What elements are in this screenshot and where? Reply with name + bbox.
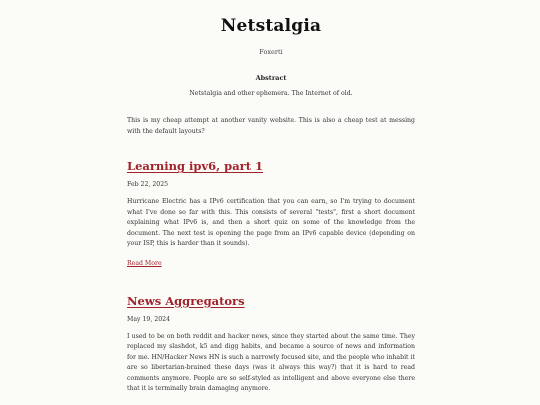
post-date: Feb 22, 2025 bbox=[127, 181, 169, 188]
site-title: Netstalgia bbox=[220, 16, 322, 36]
post-item bbox=[127, 290, 415, 395]
read-more-link[interactable]: Read More bbox=[127, 259, 162, 267]
post-title-link[interactable]: News Aggregators bbox=[127, 293, 245, 308]
intro-paragraph: This is my cheap attempt at another vanity website. This is also a cheap test at messing with the default layouts? bbox=[127, 117, 415, 135]
abstract-text: Netstalgia and other ephemera. The Internet of old. bbox=[189, 90, 353, 97]
post-date: May 19, 2024 bbox=[127, 315, 171, 323]
post-excerpt: I used to be on both reddit and hacker news, since they started about the same time. They replaced my slashdot, k5 and digg habits, and became a source of news and information for me. HN/Hacker News HN is such a narrowly focused site, and the people who inhabit it are so libertarian-brained these days (was it always this way?) that it is hard to read comments anymore. People are so self-styled as intelligent and above everyone else there that it is terminally brain damaging anymore. bbox=[127, 332, 415, 392]
abstract-heading: Abstract bbox=[255, 74, 287, 82]
author-name: Foxerti bbox=[259, 48, 283, 56]
main-content bbox=[127, 0, 415, 395]
post-excerpt: Hurricane Electric has a IPv6 certification that you can earn, so I'm trying to document what I've done so far with this. This consists of several "tests", first a short document explaining what IPv6 is, and then a short quiz on some of the knowledge from the document. The next test is opening the page from an IPv6 capable device (depending on your ISP, this is harder than it sounds). bbox=[127, 198, 415, 247]
post-item bbox=[127, 155, 415, 269]
post-title-link[interactable]: Learning ipv6, part 1 bbox=[127, 159, 264, 173]
